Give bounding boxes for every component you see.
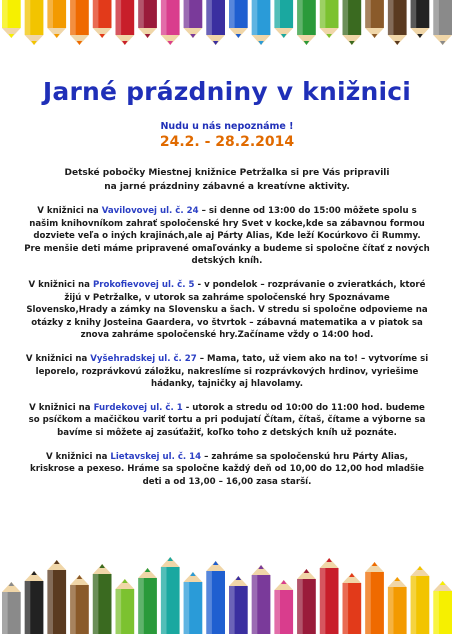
pencil-icon xyxy=(433,0,452,45)
pencil-icon xyxy=(184,0,203,38)
pencil-icon xyxy=(138,0,157,38)
pencil-icon xyxy=(47,560,66,634)
pencil-icon xyxy=(2,0,21,38)
pencil-icon xyxy=(206,561,225,634)
pencil-icon xyxy=(161,0,180,45)
pencil-icon xyxy=(47,0,66,38)
paragraph-text: – si denne od 13:00 do 15:00 môžete spolu s našim knihovníkom zahrať spoločenské hry Svet v kocke,kde sa zábavnou formou dozviete veľa o iných krajinách,ale aj Párty Alias, Kde leží Kocúrkovo či Rummy. Pre menšie deti máme pripravené omaľovánky a budeme si spoločne čítať z nových detských kníh. xyxy=(24,206,430,267)
library-name: Furdekovej ul. č. 1 xyxy=(93,402,183,413)
paragraph-text: – zahráme sa spoločenskú hru Párty Alias, kriskrose a pexeso. Hráme sa spoločne každý deň od 10,00 do 12,00 hod mladšie deti a od 13,00 – 16,00 zasa starší. xyxy=(30,451,424,487)
library-name: Prokofievovej ul. č. 5 xyxy=(92,279,195,290)
pencil-icon xyxy=(388,0,407,45)
pencil-icon xyxy=(411,566,430,634)
paragraph-prefix: V knižnici na xyxy=(25,353,91,364)
pencil-icon xyxy=(25,0,44,45)
pencil-icon xyxy=(343,573,362,634)
paragraph-prefix: V knižnici na xyxy=(28,279,93,290)
pencil-icon xyxy=(388,577,407,634)
library-name: Lietavskej ul. č. 14 xyxy=(110,451,202,462)
pencil-icon xyxy=(365,562,384,634)
pencil-icon xyxy=(184,572,203,634)
pencil-icon xyxy=(70,575,89,634)
pencil-icon xyxy=(25,571,44,634)
paragraph-prefix: V knižnici na xyxy=(45,451,111,462)
top-pencils-decoration xyxy=(0,0,454,60)
pencil-icon xyxy=(252,0,271,45)
pencil-icon xyxy=(116,579,135,634)
pencil-icon xyxy=(343,0,362,45)
pencil-icon xyxy=(320,558,339,634)
pencil-icon xyxy=(297,569,316,634)
pencil-icon xyxy=(320,0,339,38)
pencil-icon xyxy=(297,0,316,45)
library-paragraph-vavilovova xyxy=(24,205,430,268)
library-paragraph-lietavska xyxy=(24,451,430,489)
paragraph-text: - utorok a stredu od 10:00 do 11:00 hod. budeme so psíčkom a mačičkou variť tortu a pri podujatí Čítam, čítaš, čítame a výborne sa bavíme si môžete aj zasúťažiť, koľko toho z detských kníh už poznáte. xyxy=(28,402,426,438)
intro-line-2: na jarné prázdniny zábavné a kreatívne aktivity. xyxy=(104,182,350,192)
pencil-icon xyxy=(274,0,293,38)
pencil-icon xyxy=(93,564,112,634)
pencil-icon xyxy=(116,0,135,45)
library-paragraph-prokofievova xyxy=(24,279,430,342)
pencil-icon xyxy=(206,0,225,45)
pencil-icon xyxy=(411,0,430,38)
paragraph-text: – Mama, tato, už viem ako na to! – vytvoríme si leporelo, rozprávkovú záložku, nakreslíme si rozprávkových hrdinov, vyriešime hádanky, tajničky aj hlavolamy. xyxy=(35,353,429,390)
bottom-pencils-decoration xyxy=(0,542,454,634)
intro-line-1: Detské pobočky Miestnej knižnice Petržalka si pre Vás pripravili xyxy=(64,168,390,178)
event-dates: 24.2. - 28.2.2014 xyxy=(159,134,295,150)
page-title: Jarné prázdniny v knižnici xyxy=(42,77,412,106)
paragraph-prefix: V knižnici na xyxy=(37,206,102,216)
paragraph-text: - v pondelok – rozprávanie o zvieratkách, ktoré žijú v Petržalke, v utorok sa zahráme spoločenské hry Spoznávame Slovensko,Hrady a zámky na Slovensku a šach. V stredu si spoločne odpovieme na otázky z knihy Josteina Gaardera, vo štvrtok – zábavná matematika a v piatok sa znova zahráme spoločenské hry.Začíname vždy o 14:00 hod. xyxy=(26,279,428,341)
library-paragraph-vysehradska xyxy=(24,353,430,391)
pencil-icon xyxy=(252,565,271,634)
pencil-icon xyxy=(138,568,157,634)
library-name: Vyšehradskej ul. č. 27 xyxy=(90,353,197,364)
pencil-icon xyxy=(433,581,452,634)
pencil-icon xyxy=(229,0,248,38)
library-paragraph-furdekova xyxy=(24,402,430,440)
announcement-body xyxy=(24,166,430,499)
pencil-icon xyxy=(93,0,112,38)
pencil-icon xyxy=(2,582,21,634)
pencil-icon xyxy=(365,0,384,38)
pencil-icon xyxy=(161,557,180,634)
pencil-icon xyxy=(229,576,248,634)
paragraph-prefix: V knižnici na xyxy=(29,402,94,413)
library-name: Vavilovovej ul. č. 24 xyxy=(101,206,199,216)
pencil-icon xyxy=(274,580,293,634)
pencil-icon xyxy=(70,0,89,45)
intro-paragraph xyxy=(24,166,430,194)
subtitle: Nudu u nás nepoznáme ! xyxy=(160,121,294,132)
